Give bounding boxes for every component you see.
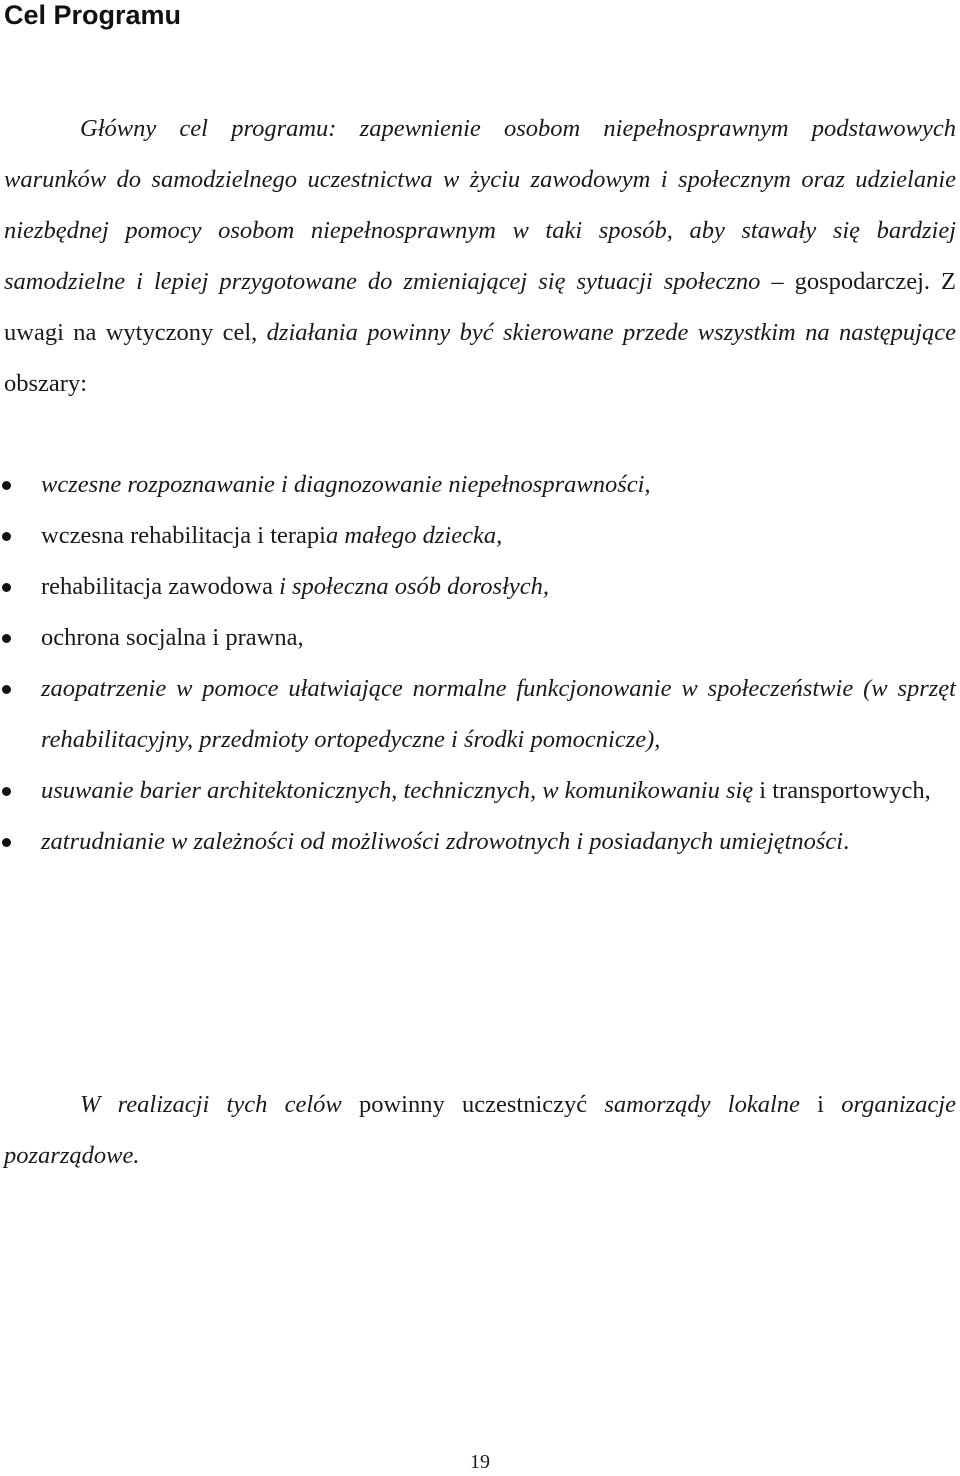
intro-text-c: obszary: (4, 370, 87, 397)
intro-text-a: Z uwagi na wytyczony cel, (4, 268, 957, 346)
bullet-dot-icon (2, 634, 11, 643)
intro-text-b: działania powinny być skierowane przede wszystkim na następujące (266, 319, 956, 346)
areas-list (0, 459, 956, 867)
goal-text: zapewnienie osobom niepełnosprawnym podstawowych warunków do samodzielnego uczestnictwa w życiu zawodowym i społecznym oraz udzielanie niezbędnej pomocy osobom niepełnosprawnym w taki sposób, aby stawały się bardziej samodzielne i lepiej przygotowane do zmieniającej się sytuacji społeczno – (4, 115, 956, 295)
list-item-text: zaopatrzenie w pomoce ułatwiające normalne funkcjonowanie w społeczeństwie (w sprzęt rehabilitacyjny, przedmioty ortopedyczne i środki pomocnicze), (41, 675, 956, 753)
list-item (0, 816, 956, 867)
bullet-dot-icon (2, 685, 11, 694)
closing-text-d: i (799, 1091, 842, 1118)
closing-text-b: powinny uczestniczyć (341, 1091, 605, 1118)
list-item-text-tail: i transportowych, (753, 777, 931, 804)
list-item-text-tail: i społeczna osób dorosłych, (279, 573, 550, 600)
list-item-text: wczesne rozpoznawanie i diagnozowanie niepełnosprawności, (41, 471, 651, 498)
closing-text-e: organizacje pozarządowe. (4, 1091, 956, 1169)
closing-paragraph (4, 1079, 956, 1181)
list-item-text-tail: a małego dziecka, (326, 522, 503, 549)
list-item-text: ochrona socjalna i prawna, (41, 624, 304, 651)
intro-paragraph (4, 103, 956, 409)
list-item-text-tail: . (843, 828, 850, 855)
closing-text-a: W realizacji tych celów (80, 1091, 342, 1118)
page-heading: Cel Programu (4, 0, 182, 30)
list-item (0, 663, 956, 765)
list-item (0, 459, 956, 510)
list-item (0, 765, 956, 816)
bullet-dot-icon (2, 583, 11, 592)
list-item (0, 612, 956, 663)
goal-label: Główny cel programu: (80, 115, 337, 142)
bullet-dot-icon (2, 481, 11, 490)
list-item-text: zatrudnianie w zależności od możliwości zdrowotnych i posiadanych umiejętności (41, 828, 844, 855)
bullet-dot-icon (2, 787, 11, 796)
goal-text-end: gospodarczej. (794, 268, 931, 295)
bullet-dot-icon (2, 838, 11, 847)
list-item-text: wczesna rehabilitacja i terapi (41, 522, 326, 549)
list-item-text: rehabilitacja zawodowa (41, 573, 280, 600)
list-item (0, 510, 956, 561)
page-number: 19 (470, 1451, 490, 1473)
closing-text-c: samorządy lokalne (604, 1091, 800, 1118)
list-item (0, 561, 956, 612)
bullet-dot-icon (2, 532, 11, 541)
list-item-text: usuwanie barier architektonicznych, technicznych, w komunikowaniu się (41, 777, 754, 804)
